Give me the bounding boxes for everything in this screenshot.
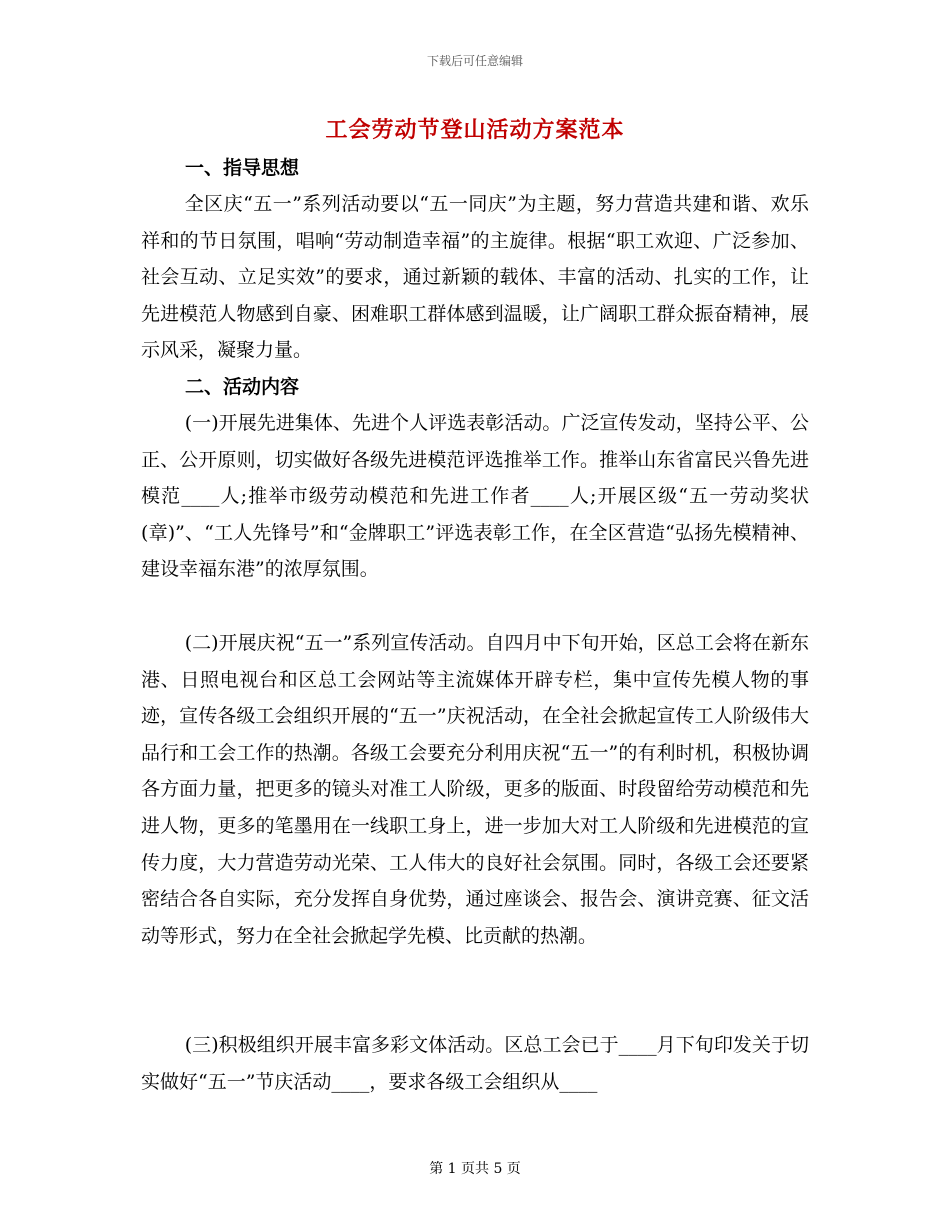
paragraph: (三)积极组织开展丰富多彩文体活动。区总工会已于____月下旬印发关于切实做好“五一”节庆活动____，要求各级工会组织从____	[141, 1034, 809, 1093]
section-heading-activity-content: 二、活动内容	[185, 376, 300, 398]
header-note: 下载后可任意编辑	[426, 54, 523, 68]
document-body	[141, 150, 809, 1103]
paragraph: 全区庆“五一”系列活动要以“五一同庆”为主题，努力营造共建和谐、欢乐祥和的节日氛围，唱响“劳动制造幸福”的主旋律。根据“职工欢迎、广泛参加、社会互动、立足实效”的要求，通过新颖的载体、丰富的活动、扎实的工作，让先进模范人物感到自豪、困难职工群体感到温暖，让广阔职工群众振奋精神，展示风采，凝聚力量。	[141, 193, 809, 362]
document-title: 工会劳动节登山活动方案范本	[325, 118, 625, 143]
section-heading-guiding-ideology: 一、指导思想	[185, 157, 300, 179]
paragraph: (一)开展先进集体、先进个人评选表彰活动。广泛宣传发动，坚持公平、公正、公开原则，切实做好各级先进模范评选推举工作。推举山东省富民兴鲁先进模范____人;推举市级劳动模范和先进工作者____人;开展区级“五一劳动奖状(章)”、“工人先锋号”和“金牌职工”评选表彰工作，在全区营造“弘扬先模精神、建设幸福东港”的浓厚氛围。	[141, 412, 809, 581]
paragraph: (二)开展庆祝“五一”系列宣传活动。自四月中下旬开始，区总工会将在新东港、日照电视台和区总工会网站等主流媒体开辟专栏，集中宣传先模人物的事迹，宣传各级工会组织开展的“五一”庆祝活动，在全社会掀起宣传工人阶级伟大品行和工会工作的热潮。各级工会要充分利用庆祝“五一”的有利时机，积极协调各方面力量，把更多的镜头对准工人阶级，更多的版面、时段留给劳动模范和先进人物，更多的笔墨用在一线职工身上，进一步加大对工人阶级和先进模范的宣传力度，大力营造劳动光荣、工人伟大的良好社会氛围。同时，各级工会还要紧密结合各自实际，充分发挥自身优势，通过座谈会、报告会、演讲竞赛、征文活动等形式，努力在全社会掀起学先模、比贡献的热潮。	[141, 632, 809, 947]
page-number: 第 1 页共 5 页	[429, 1161, 521, 1177]
